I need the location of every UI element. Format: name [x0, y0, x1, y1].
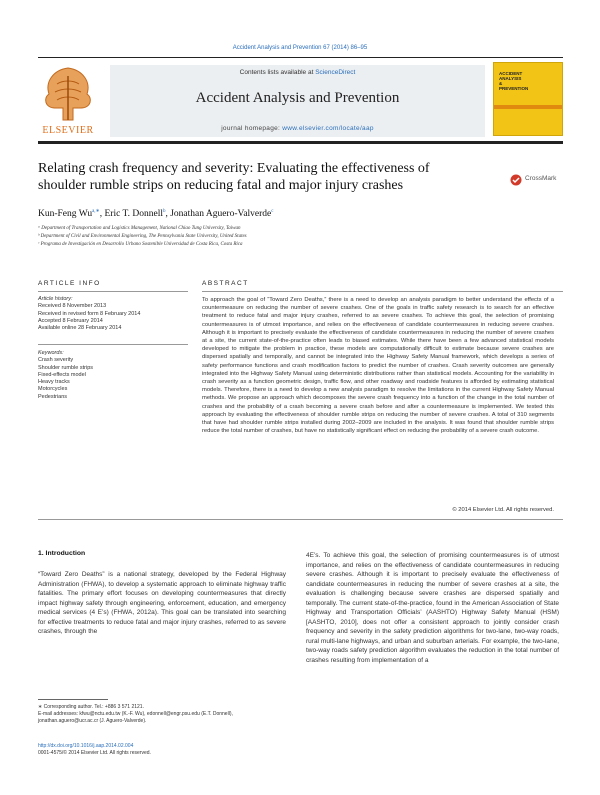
- author-affiliation-mark[interactable]: a,∗: [92, 209, 100, 214]
- abstract-copyright: © 2014 Elsevier Ltd. All rights reserved.: [452, 507, 554, 513]
- homepage-label: journal homepage:: [221, 125, 281, 132]
- elsevier-tree-logo: [33, 62, 103, 126]
- issn-line: 0001-4575/© 2014 Elsevier Ltd. All rights reserved.: [38, 750, 151, 756]
- author-list: [38, 208, 274, 219]
- contents-line: [110, 69, 485, 76]
- abstract-bottom-divider: [38, 519, 563, 520]
- cover-line: ACCIDENT: [499, 71, 523, 76]
- crossmark-badge[interactable]: [510, 173, 565, 187]
- history-item: Received in revised form 8 February 2014: [38, 310, 141, 317]
- corresponding-author-note: ∗ Corresponding author. Tel.: +886 3 571 2121.: [38, 704, 144, 710]
- article-info-divider: [38, 291, 188, 292]
- abstract-text: To approach the goal of “Toward Zero Deaths,” there is a need to develop an analysis paradigm to better understand the effects of a countermeasure on reducing the number of severe crashes. One of the goals in traffic safety research is to search for an effective treatment to reduce fatal and major injury crashes, referred to as severe crashes. To achieve this goal, the selection of promising countermeasures is of utmost importance, and relies on the effectiveness of candidate countermeasures in reducing severe crashes. Although it is important to precisely evaluate the effectiveness of candidate countermeasures in reducing the number of severe crashes at a site, the current state-of-the-practice often leads to biased estimates. While there have been a few advanced statistical models developed to mitigate the problem in practice, these models are computationally difficult to estimate because severe crashes are dispersed spatially and temporally, and cannot be integrated into the Highway Safety Manual framework, which develops a series of safety performance functions and crash modification factors to predict the number of crashes. Crash severity outcomes are generally integrated into the Highway Safety Manual using deterministic distributions rather than statistical models. Accounting for the variability in crash severity as a function geometric design, traffic flow, and other roadway and roadside features is afforded by estimating statistical models. Therefore, there is a need to develop a new analysis paradigm to resolve the limitations in the current Highway Safety Manual methods. We propose an approach which decomposes the severe crash frequency into a function of the change in the total number of crashes and the probability of a crash becoming a severe crash before and after a countermeasure is implemented. We tested this approach by evaluating the effectiveness of shoulder rumble strips on reducing the number of severe crashes. A total of 310 segments that have had shoulder rumble strips installed during 2002–2009 are included in the analysis. It was found that shoulder rumble strips reduce the total number of crashes, but have no statistically significant effect on reducing the probability of a severe crash outcome.: [202, 297, 554, 435]
- doi-link[interactable]: http://dx.doi.org/10.1016/j.aap.2014.02.004: [38, 743, 134, 749]
- doi-block: [38, 743, 151, 757]
- journal-citation[interactable]: Accident Analysis and Prevention 67 (2014) 86–95: [232, 45, 368, 51]
- author-affiliation-mark[interactable]: b: [162, 209, 166, 214]
- cover-line: PREVENTION: [499, 86, 529, 91]
- cover-line: ANALYSIS: [499, 76, 522, 81]
- history-item: Received 8 November 2013: [38, 303, 107, 310]
- journal-cover-thumbnail: [493, 62, 563, 136]
- keyword: Pedestrians: [38, 393, 68, 400]
- contents-prefix: Contents lists available at: [239, 69, 314, 76]
- section-heading-introduction: 1. Introduction: [38, 550, 86, 557]
- sciencedirect-link[interactable]: ScienceDirect: [315, 69, 356, 76]
- history-label: Article history:: [38, 296, 73, 302]
- crossmark-label: CrossMark: [525, 175, 557, 182]
- crossmark-icon: [510, 174, 522, 186]
- cover-title: [499, 71, 528, 91]
- affiliation: ᶜ Programa de Investigación en Desarrollo Urbano Sostenible Universidad de Costa Rica, Costa Rica: [38, 242, 243, 247]
- header-divider: [38, 57, 563, 58]
- affiliation: ᵇ Department of Civil and Environmental Engineering, The Pennsylvania State University, United States: [38, 234, 247, 239]
- keywords-divider: [38, 344, 188, 345]
- author-separator: ,: [99, 209, 105, 220]
- abstract-heading: ABSTRACT: [202, 280, 249, 287]
- keyword: Crash severity: [38, 357, 74, 364]
- journal-title: Accident Analysis and Prevention: [195, 90, 400, 106]
- cover-strip: [494, 105, 562, 109]
- keyword: Fixed-effects model: [38, 371, 86, 378]
- elsevier-wordmark: ELSEVIER: [42, 125, 94, 136]
- article-info-heading: ARTICLE INFO: [38, 280, 101, 287]
- intro-column-right: 4E’s. To achieve this goal, the selection of promising countermeasures is of utmost importance, and relies on the effectiveness of candidate countermeasures in reducing severe crashes. Although it is important to precisely evaluate the effectiveness of candidate countermeasures in reducing the number of severe crashes at a site, the evaluation is challenging because severe crashes are dispersed spatially and temporally. The current state-of-the-practice, found in the American Association of State Highway and Transportation Officials’ (AASHTO) Highway Safety Manual (HSM) [AASHTO, 2010], does not offer a consistent approach to jointly consider crash frequency and severity in the safety prediction algorithms for two-lane, two-way roads, rural multi-lane highways, and urban and suburban arterials. For example, the two-lane, two-way roads safety prediction algorithm evaluates the reduction in the total number of crashes resulting from implementation of a: [306, 552, 559, 664]
- keywords-label: Keywords:: [38, 350, 64, 356]
- journal-homepage: [110, 125, 485, 132]
- cover-line: &: [499, 81, 503, 86]
- author-affiliation-mark[interactable]: c: [271, 209, 274, 214]
- banner-divider: [38, 141, 563, 144]
- abstract-divider: [202, 291, 563, 292]
- author-name[interactable]: Kun-Feng Wu: [38, 209, 93, 220]
- author-name[interactable]: Jonathan Aguero-Valverde: [170, 209, 272, 220]
- keyword: Heavy tracks: [38, 379, 70, 386]
- author-name[interactable]: Eric T. Donnell: [104, 209, 163, 220]
- footnote-divider: [38, 699, 108, 700]
- history-item: Available online 28 February 2014: [38, 325, 122, 332]
- intro-column-left: “Toward Zero Deaths” is a national strategy, developed by the Federal Highway Administration (FHWA), to develop a systematic approach to eliminate highway traffic fatalities. The primary effort focuses on developing countermeasures that directly impact highway safety through engineering, enforcement, education, and emergency medical services (4 E’s) (FHWA, 2012a). This goal can be translated into searching for effective treatments to reduce fatal and major injury crashes, referred to as severe crashes, through the: [38, 571, 286, 635]
- keywords-list: [38, 350, 93, 401]
- article-title: Relating crash frequency and severity: Evaluating the effectiveness of shoulder rumble strips on reducing fatal and major injury crashes: [38, 161, 430, 193]
- footnotes: [38, 704, 286, 725]
- author-separator: ,: [165, 209, 171, 220]
- keyword: Motorcycles: [38, 386, 68, 393]
- keyword: Shoulder rumble strips: [38, 364, 94, 371]
- email-addresses[interactable]: E-mail addresses: kfwu@nctu.edu.tw (K.-F. Wu), edonnell@engr.psu.edu (E.T. Donnell), jonathan.aguero@ucr.ac.cr (J. Aguero-Valverde).: [38, 711, 233, 724]
- homepage-link[interactable]: www.elsevier.com/locate/aap: [282, 125, 374, 132]
- article-history: [38, 296, 140, 332]
- history-item: Accepted 8 February 2014: [38, 317, 103, 324]
- affiliation: ᵃ Department of Transportation and Logistics Management, National Chiao Tung University, Taiwan: [38, 226, 241, 231]
